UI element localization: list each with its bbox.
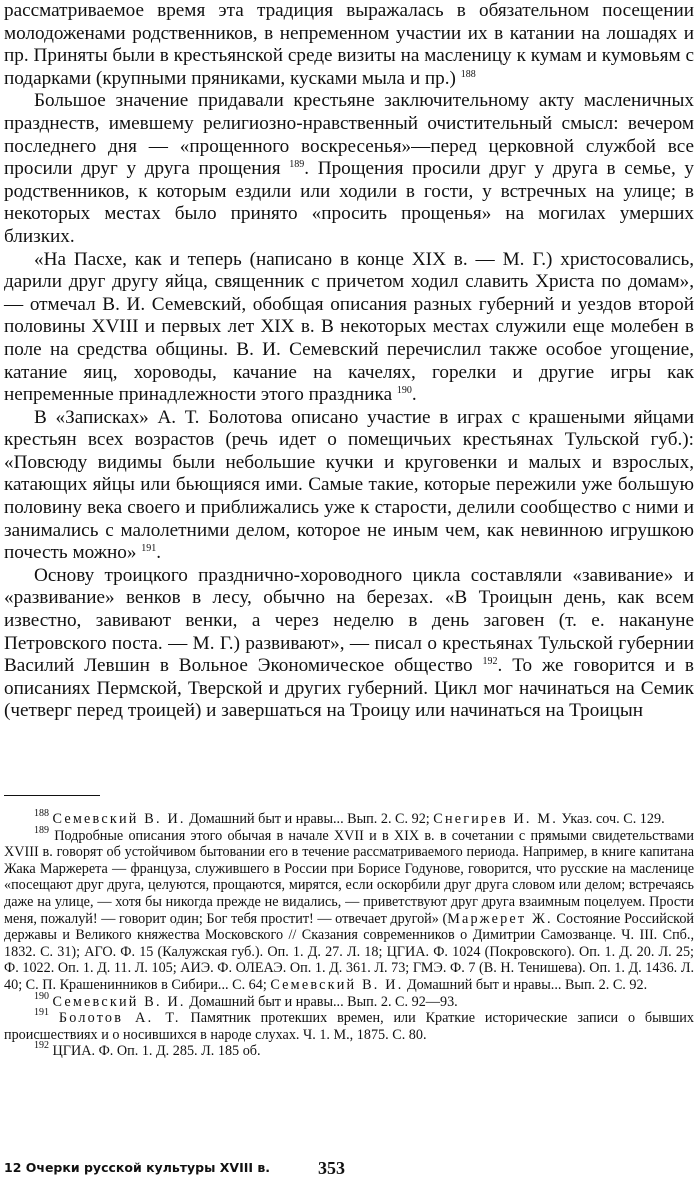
paragraph: «На Пасхе, как и теперь (написано в конце XIX в. — М. Г.) христосовались, дарили друг другу яйца, священник с причетом ходил славить Христа по домам», — отмечал В. И. Семевский, обобщая описания разных губерний и уездов второй половины XVIII и первых лет XIX в. В некоторых местах служили еще молебен в поле на средства общины. В. И. Семевский перечислил также особое угощение, катание яиц, хороводы, качание на качелях, горелки и другие игры как непременные принадлежности этого праздника $^{190}$. (4, 248, 694, 406)
signature-mark: 12 Очерки русской культуры XVIII в. (4, 1160, 271, 1175)
main-text (4, 0, 694, 723)
footnote-ref[interactable]: 188 (460, 68, 476, 80)
paragraph: рассматриваемое время эта традиция выражалась в обязательном посещении молодоженами родственников, в непременном участии их в катании на лошадях и пр. Приняты были в крестьянской среде визиты на масленицу к кумам и кумовьям с подарками (крупными пряниками, кусками мыла и пр.) $^{188}$ (4, 0, 694, 89)
footnote-190: $^{190}$ Семевский В. И. Домашний быт и нравы... Вып. 2. С. 92—93. (34, 990, 458, 1010)
footnote-divider (4, 795, 100, 796)
footnote-189: $^{189}$ Подробные описания этого обычая в начале XVII и в XIX в. в сочетании с прямыми свидетельствами XVIII в. говорят об устойчивом бытовании его в течение рассматриваемого периода. Например, в книге капитана Жака Маржерета — француза, служившего в России при Борисе Годунове, говорится, что русские на масленице «посещают друг друга, целуются, прощаются, мирятся, если оскорбили друг друга словом или делом; встречаясь даже на улице, — хотя бы никогда прежде не видались, — приветствуют друг друга взаимным поцелуем. Прости меня, пожалуй! — говорит один; Бог тебя простит! — отвечает другой» (Маржерет Ж. Состояние Российской державы и Великого княжества Московского // Сказания современников о Димитрии Самозванце. Ч. III. Спб., 1832. С. 31); АГО. Ф. 15 (Калужская губ.). Оп. 1. Д. 27. Л. 18; ЦГИА. Ф. 1024 (Покровского). Оп. 1. Д. 20. Л. 25; Ф. 1022. Оп. 1. Д. 11. Л. 105; АИЭ. Ф. ОЛЕАЭ. Оп. 1. Д. 361. Л. 73; ГМЭ. Ф. 7 (В. Н. Тенишева). Оп. 1. Д. 1436. Л. 40; С. П. Крашенинников в Сибири... С. 64; Семевский В. И. Домашний быт и нравы... Вып. 2. С. 92. (4, 824, 695, 993)
paragraph: Большое значение придавали крестьяне заключительному акту масленичных празднеств, имевшему религиозно-нравственный очистительный смысл: вечером последнего дня — «прощенного воскресенья»—перед церковной службой все просили друг у друга прощения $^{189}$. Прощения просили друг у друга в семье, у родственников, к которым ездили или ходили в гости, у встречных на улице; в некоторых местах было принято «просить прощенья» на могилах умерших близких. (4, 90, 695, 247)
footnote-192: $^{192}$ ЦГИА. Ф. Оп. 1. Д. 285. Л. 185 об. (34, 1040, 261, 1060)
footnote-ref[interactable]: 189 (289, 159, 305, 171)
footnote-ref[interactable]: 191 (141, 543, 157, 555)
footnote-ref[interactable]: 190 (396, 385, 412, 397)
paragraph: В «Записках» А. Т. Болотова описано участие в играх с крашеными яйцами крестьян всех возрастов (речь идет о помещичьих крестьянах Тульской губ.): «Повсюду видимы были небольшие кучки и круговенки и малых и взрослых, катающих яйцы или бьющияся ими. Самые такие, которые пережили уже большую половину века своего и приближались уже к старости, делили сообщество с ними и занимались с малолетними делом, которое не иным чем, как невинною игрушкою почесть можно» $^{191}$. (4, 406, 694, 564)
footnote-ref[interactable]: 192 (482, 656, 498, 668)
footnote-188: $^{188}$ Семевский В. И. Домашний быт и нравы... Вып. 2. С. 92; Снегирев И. М. Указ. соч. С. 129. (34, 808, 665, 827)
page-footer (4, 1160, 694, 1180)
footnotes (4, 808, 695, 1060)
page-number: 353 (318, 1158, 345, 1178)
footnote-191: $^{191}$ Болотов А. Т. Памятник протекших времен, или Краткие исторические записи о бывших происшествиях и о носившихся в народе слухах. Ч. 1. М., 1875. С. 80. (4, 1007, 694, 1043)
paragraph: Основу троицкого празднично-хороводного цикла составляли «завивание» и «развивание» венков в лесу, обычно на березах. «В Троицын день, как всем известно, завивают венки, а через неделю в день заговен (т. е. накануне Петровского поста. — М. Г.) развивают», — писал о крестьянах Тульской губернии Василий Левшин в Вольное Экономическое общество $^{192}$. То же говорится и в описаниях Пермской, Тверской и других губерний. Цикл мог начинаться на Семик (четверг перед троицей) и завершаться на Троицу или начинаться на Троицын (4, 564, 694, 722)
